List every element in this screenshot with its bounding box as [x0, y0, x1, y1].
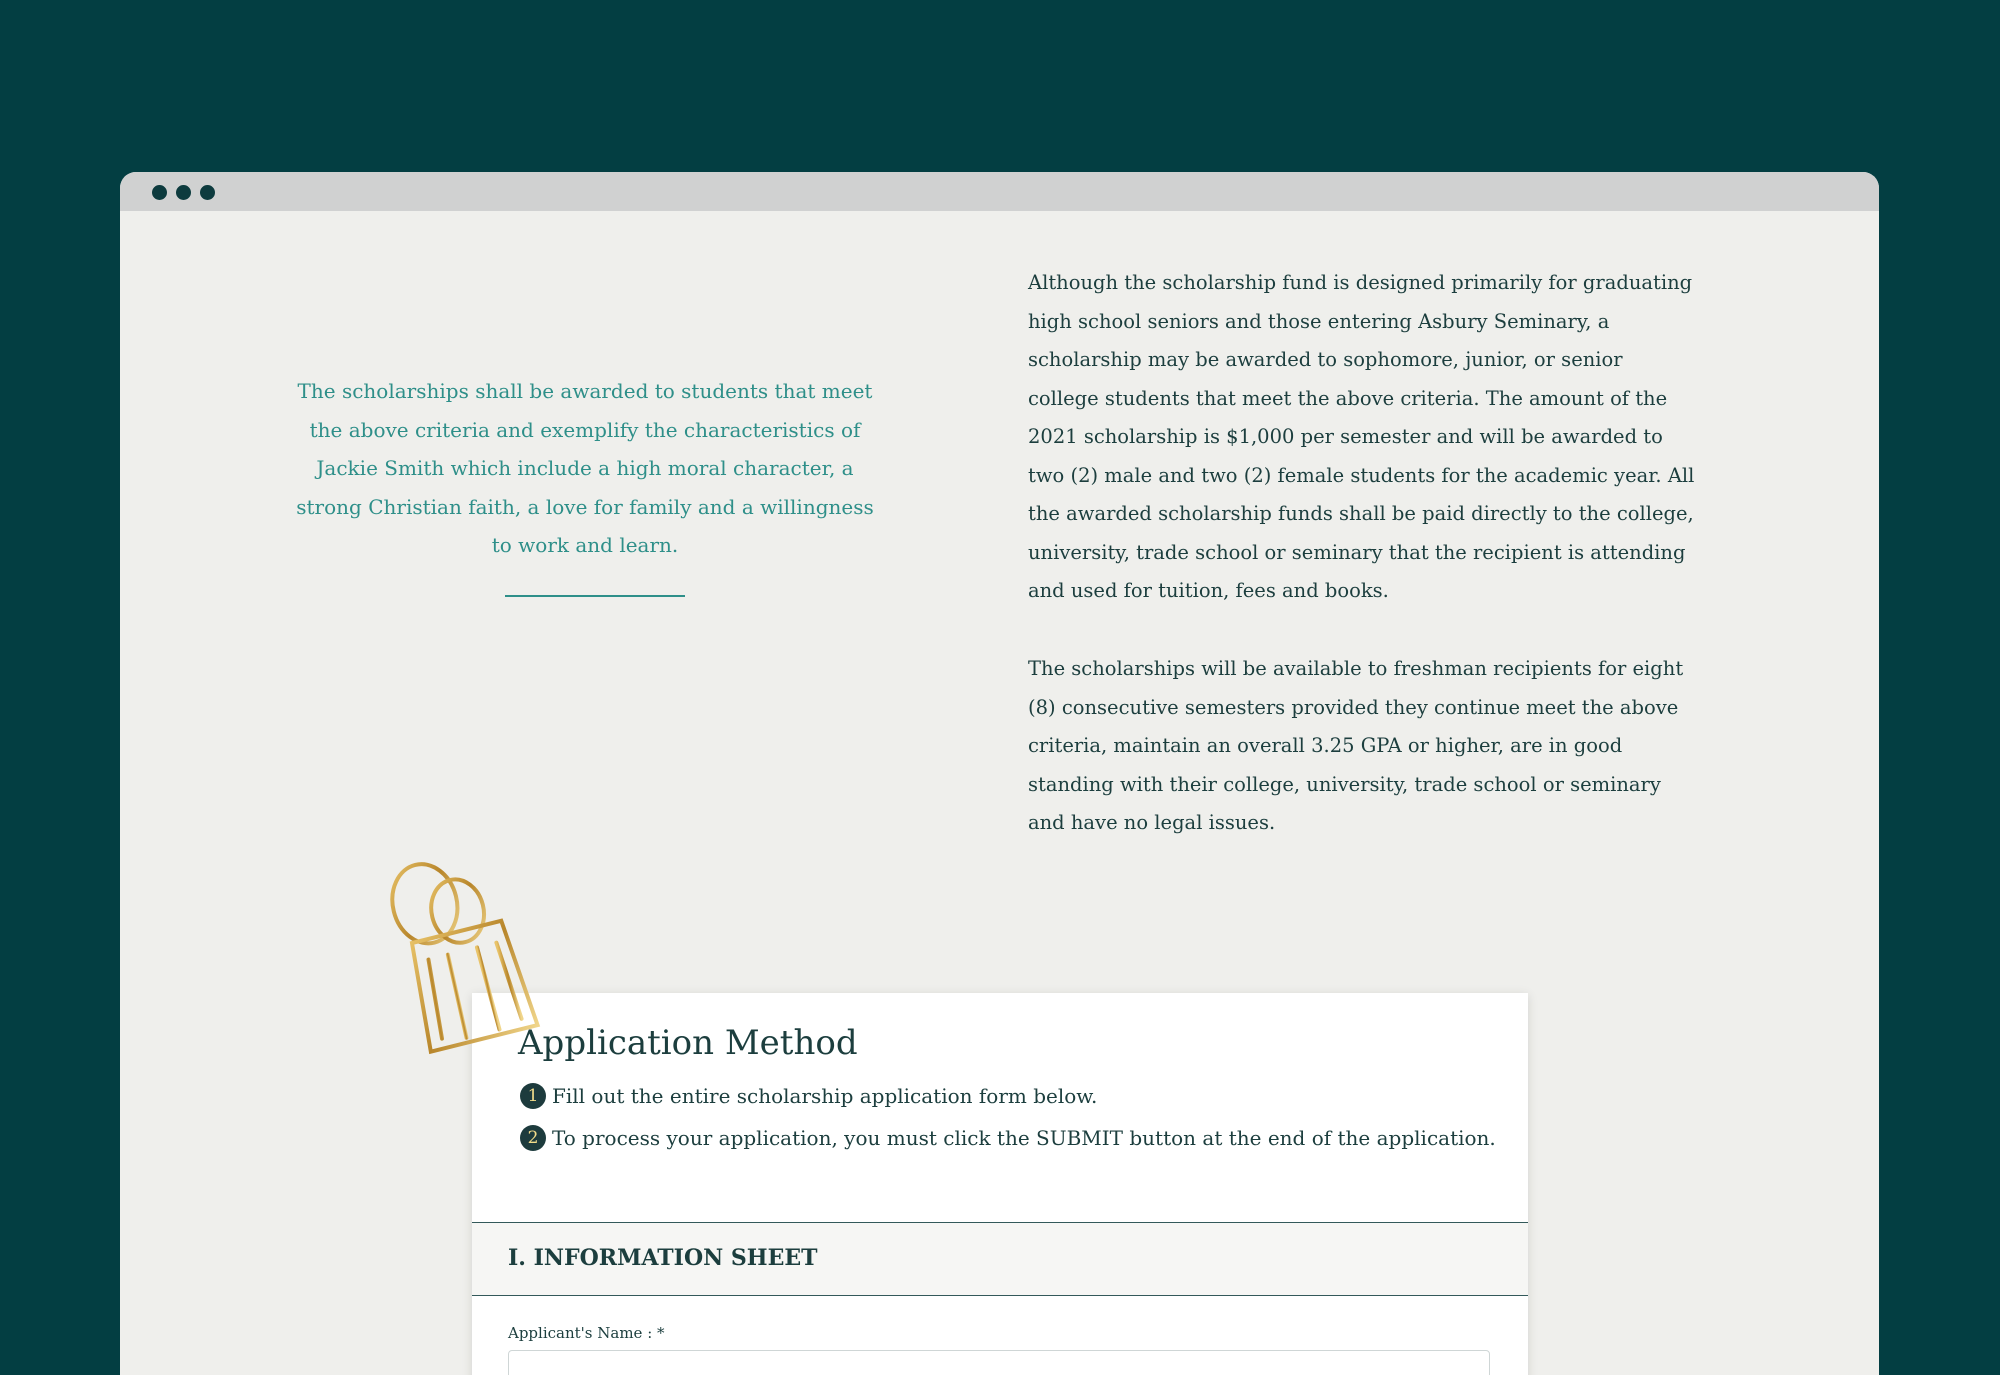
section-title: I. INFORMATION SHEET: [508, 1245, 818, 1271]
step-number-badge: 2: [520, 1125, 546, 1151]
section-header: [472, 1222, 1528, 1296]
applicant-name-input[interactable]: [508, 1350, 1490, 1375]
step-item: [520, 1125, 1496, 1151]
eligibility-paragraph: Although the scholarship fund is designed primarily for graduating high school seniors and those entering Asbury Seminary, a scholarship may be awarded to sophomore, junior, or senior college students that meet the above criteria. The amount of the 2021 scholarship is $1,000 per semester and will be awarded to two (2) male and two (2) female students for the academic year. All the awarded scholarship funds shall be paid directly to the college, university, trade school or seminary that the recipient is attending and used for tuition, fees and books.: [1028, 271, 1695, 602]
window-control-dot[interactable]: [200, 185, 215, 200]
window-titlebar: [120, 172, 1879, 211]
quote-divider: [505, 595, 685, 597]
renewal-paragraph: The scholarships will be available to freshman recipients for eight (8) consecutive semesters provided they continue meet the above criteria, maintain an overall 3.25 GPA or higher, are in good standing with their college, university, trade school or seminary and have no legal issues.: [1028, 657, 1684, 834]
scholarship-quote: The scholarships shall be awarded to students that meet the above criteria and exemplify the characteristics of Jackie Smith which include a high moral character, a strong Christian faith, a love for family and a willingness to work and learn.: [296, 379, 874, 557]
window-control-dot[interactable]: [176, 185, 191, 200]
window-control-dot[interactable]: [152, 185, 167, 200]
step-text: Fill out the entire scholarship application form below.: [552, 1084, 1098, 1108]
step-number-badge: 1: [520, 1083, 546, 1109]
binder-clip-icon: [360, 842, 560, 1082]
step-text: To process your application, you must click the SUBMIT button at the end of the application.: [552, 1126, 1496, 1150]
application-card: [472, 993, 1528, 1375]
application-method-title: Application Method: [518, 1023, 858, 1063]
step-item: [520, 1083, 1097, 1109]
browser-window: [120, 172, 1879, 1375]
applicant-name-label: Applicant's Name : *: [508, 1324, 665, 1342]
